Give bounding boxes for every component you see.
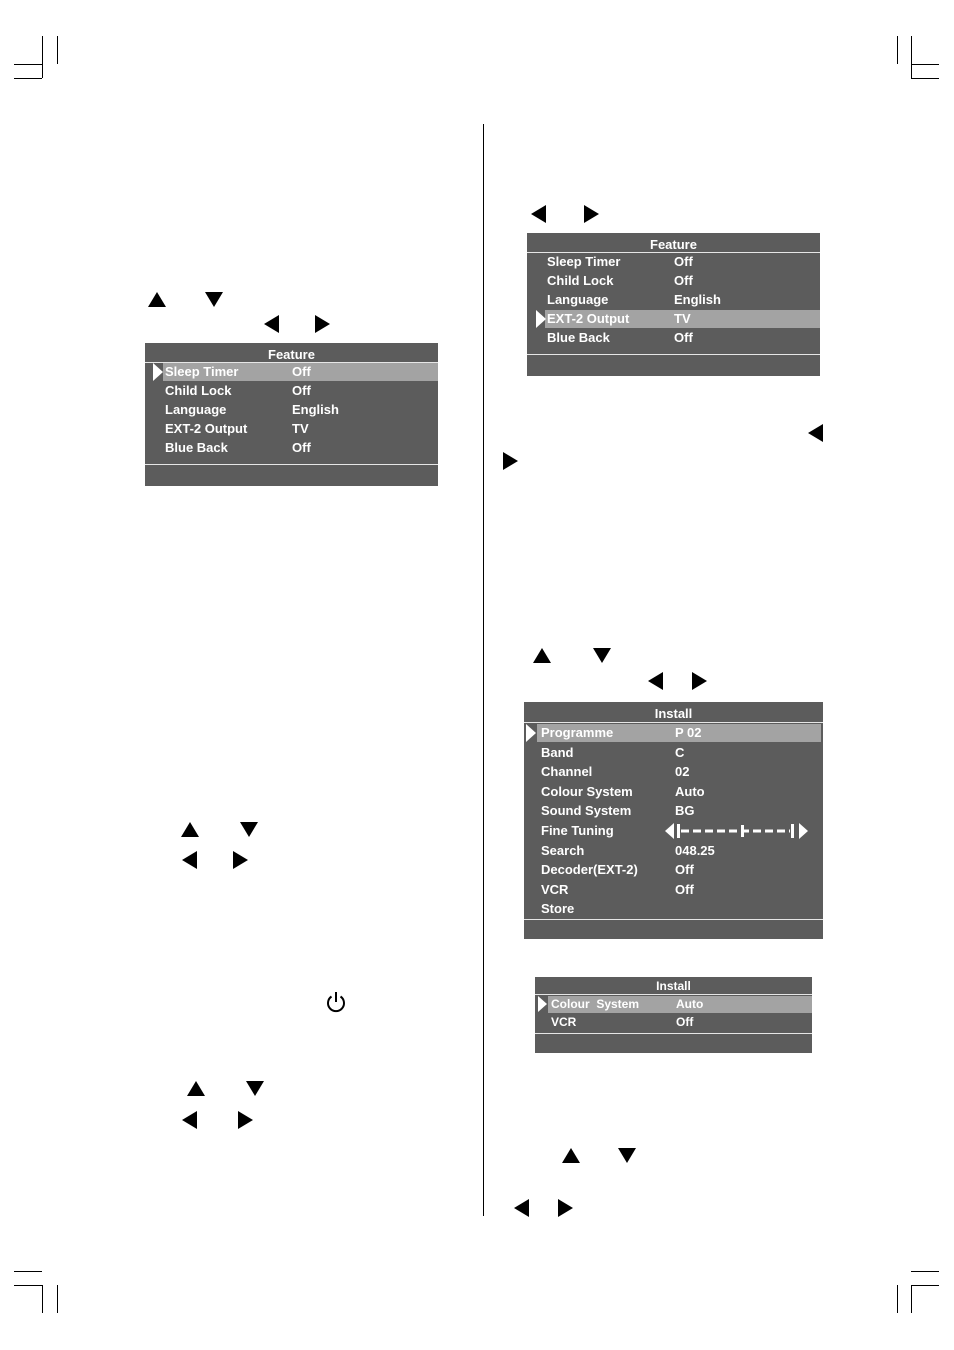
menu-item-label: Sound System [541, 803, 632, 818]
right-arrow-icon [238, 1111, 253, 1129]
selector-triangle-icon [526, 724, 536, 742]
menu-item-sound-system[interactable] [537, 802, 821, 820]
menu-item-label: Blue Back [165, 440, 228, 455]
menu-item-label: Sleep Timer [165, 364, 239, 379]
menu-item-label: Colour System [541, 784, 633, 799]
menu-item-value: Off [676, 1015, 694, 1029]
menu-item-label: Store [541, 901, 575, 916]
fine-tuning-thumb [741, 825, 744, 837]
power-icon [325, 990, 347, 1014]
menu-item-label: Child Lock [547, 273, 614, 288]
menu-item-decoder-ext2[interactable] [537, 861, 821, 879]
install-menu [524, 702, 823, 939]
right-arrow-icon [233, 851, 248, 869]
menu-item-language[interactable] [545, 291, 820, 309]
down-arrow-icon [593, 648, 611, 663]
menu-item-value: Off [292, 383, 311, 398]
fine-tuning-slider[interactable] [665, 822, 811, 840]
selector-triangle-icon [536, 310, 546, 328]
right-arrow-icon [315, 315, 330, 333]
left-arrow-icon [264, 315, 279, 333]
menu-item-value: C [675, 745, 685, 760]
menu-item-sleep-timer[interactable] [545, 253, 820, 271]
menu-item-language[interactable] [163, 401, 438, 419]
selector-triangle-icon [153, 363, 163, 381]
menu-item-store[interactable] [537, 900, 821, 918]
menu-item-value: 048.25 [675, 843, 715, 858]
down-arrow-icon [618, 1148, 636, 1163]
menu-item-value: Off [292, 364, 311, 379]
right-arrow-icon [558, 1199, 573, 1217]
menu-item-label: VCR [541, 882, 569, 897]
menu-item-value: Auto [675, 784, 705, 799]
fine-tuning-right-arrow-icon [799, 823, 808, 839]
menu-item-value: TV [292, 421, 309, 436]
right-arrow-icon [692, 672, 707, 690]
feature-menu-left [145, 343, 438, 486]
column-divider [483, 124, 484, 1216]
left-arrow-icon [531, 205, 546, 223]
menu-item-label: EXT-2 Output [547, 311, 630, 326]
menu-title-divider [535, 994, 812, 995]
menu-title: Install [656, 979, 691, 993]
down-arrow-icon [240, 822, 258, 837]
menu-item-value: BG [675, 803, 695, 818]
selector-triangle-icon [538, 996, 547, 1012]
menu-item-value: Off [674, 254, 693, 269]
menu-item-band[interactable] [537, 744, 821, 762]
menu-item-value: English [674, 292, 721, 307]
menu-item-label: VCR [551, 1015, 577, 1029]
menu-item-label: Language [165, 402, 227, 417]
menu-item-label: EXT-2 Output [165, 421, 248, 436]
menu-item-ext2-output[interactable] [545, 310, 820, 328]
menu-item-blue-back[interactable] [163, 439, 438, 457]
menu-title: Feature [650, 237, 697, 252]
menu-item-value: TV [674, 311, 691, 326]
menu-item-colour-system[interactable] [548, 996, 812, 1013]
menu-item-channel[interactable] [537, 763, 821, 781]
menu-item-label: Decoder(EXT-2) [541, 862, 638, 877]
right-arrow-icon [584, 205, 599, 223]
menu-item-label: Band [541, 745, 574, 760]
menu-item-label: Blue Back [547, 330, 610, 345]
feature-menu-right [527, 233, 820, 376]
menu-item-value: Off [675, 882, 694, 897]
up-arrow-icon [187, 1081, 205, 1096]
menu-item-value: English [292, 402, 339, 417]
up-arrow-icon [562, 1148, 580, 1163]
menu-item-value: Off [674, 330, 693, 345]
menu-item-child-lock[interactable] [545, 272, 820, 290]
fine-tuning-left-arrow-icon [665, 823, 674, 839]
down-arrow-icon [205, 292, 223, 307]
menu-item-value: P 02 [675, 725, 702, 740]
menu-item-value: Off [675, 862, 694, 877]
menu-item-sleep-timer[interactable] [163, 363, 438, 381]
menu-title: Install [654, 706, 693, 721]
menu-item-label: Channel [541, 764, 593, 779]
menu-bottom-divider [524, 919, 823, 920]
menu-bottom-divider [527, 354, 820, 355]
left-arrow-icon [182, 1111, 197, 1129]
left-arrow-icon [182, 851, 197, 869]
menu-item-child-lock[interactable] [163, 382, 438, 400]
left-arrow-icon [808, 424, 823, 442]
menu-title-divider [524, 722, 823, 723]
right-arrow-icon [503, 452, 518, 470]
menu-item-vcr[interactable] [537, 881, 821, 899]
menu-item-value: Auto [676, 997, 704, 1011]
menu-bottom-divider [535, 1033, 812, 1034]
menu-item-vcr[interactable] [548, 1014, 812, 1031]
menu-item-label: Sleep Timer [547, 254, 621, 269]
menu-item-blue-back[interactable] [545, 329, 820, 347]
menu-item-label: Fine Tuning [541, 823, 614, 838]
install-submenu [535, 977, 812, 1053]
menu-item-value: 02 [675, 764, 690, 779]
menu-item-label: Programme [541, 725, 614, 740]
up-arrow-icon [533, 648, 551, 663]
menu-item-label: Language [547, 292, 609, 307]
menu-item-label: Colour System [551, 997, 640, 1011]
up-arrow-icon [148, 292, 166, 307]
menu-item-value: Off [674, 273, 693, 288]
down-arrow-icon [246, 1081, 264, 1096]
left-arrow-icon [514, 1199, 529, 1217]
menu-item-label: Search [541, 843, 585, 858]
menu-item-search[interactable] [537, 842, 821, 860]
menu-item-value: Off [292, 440, 311, 455]
left-arrow-icon [648, 672, 663, 690]
menu-item-programme[interactable] [537, 724, 821, 742]
menu-item-colour-system[interactable] [537, 783, 821, 801]
menu-item-label: Child Lock [165, 383, 232, 398]
up-arrow-icon [181, 822, 199, 837]
menu-item-ext2-output[interactable] [163, 420, 438, 438]
menu-title: Feature [268, 347, 315, 362]
menu-bottom-divider [145, 464, 438, 465]
